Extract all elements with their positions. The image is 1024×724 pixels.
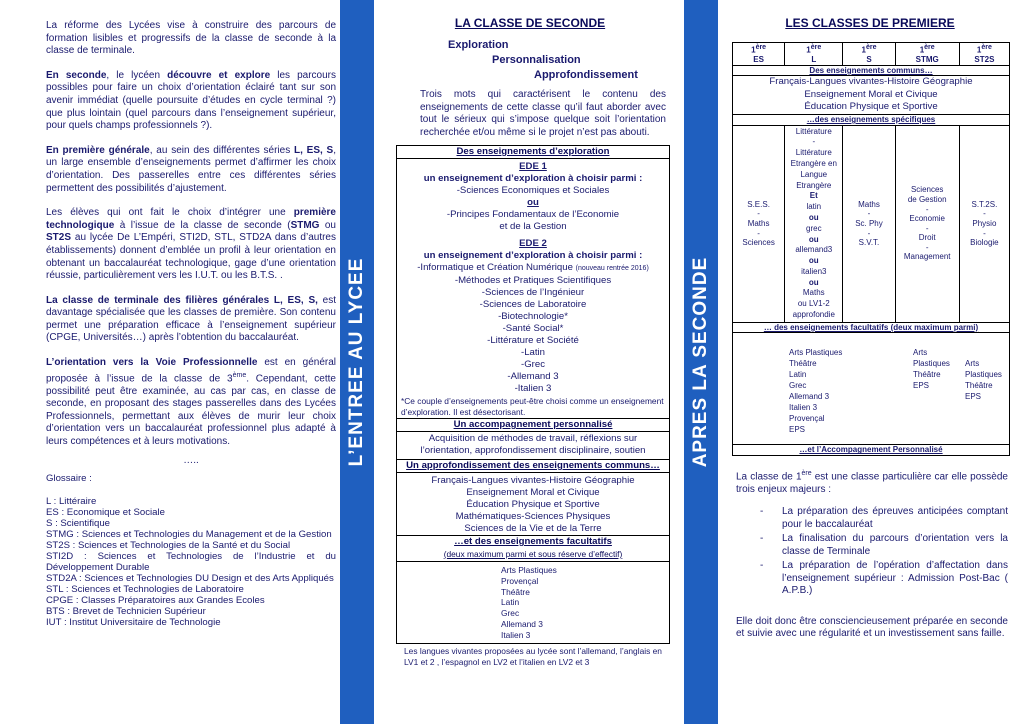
ede2-option: -Santé Social*: [502, 323, 564, 334]
text: les parcours possibles pour faire un choix d’orientation éclairé tant sur son avenir immédiat (quelle poursuite d’études en cycle terminal ?) que plus lointain (quel parcours dans l’enseignement supérieur, pour quels champs professionnels ?).: [46, 69, 336, 132]
spec-line: -: [757, 228, 760, 238]
subject: Éducation Physique et Sportive: [804, 101, 938, 113]
middle-panel: [396, 0, 674, 724]
spec-line: ou: [808, 212, 819, 222]
spec-line: -: [867, 228, 871, 238]
option: Arts Plastiques: [789, 347, 843, 357]
spec-line: -: [757, 209, 760, 219]
option: Théâtre: [913, 369, 941, 379]
enjeux-list: [736, 506, 1008, 598]
facultatifs-general: [733, 347, 913, 435]
left-panel: [46, 20, 336, 724]
text: La classe de 1: [736, 471, 802, 483]
accompagnement-header: …et l’Accompagnement Personnalisé: [733, 445, 1010, 456]
premiere-techno-paragraph: [46, 207, 336, 283]
subject: Sciences de la Vie et de la Terre: [464, 523, 602, 534]
option: Latin: [789, 369, 807, 379]
spec-line: Maths: [858, 199, 880, 209]
number: 1: [919, 45, 925, 55]
facultatifs-header: … des enseignements facultatifs (deux maximum parmi): [733, 322, 1010, 333]
intro-paragraph: La réforme des Lycées vise à construire des parcours de formation lisibles et progressifs de la classe de seconde à la classe de terminale.: [46, 20, 336, 57]
spec-line: ou: [808, 256, 819, 266]
keyword-personnalisation: Personnalisation: [492, 54, 581, 66]
facultatifs-title: …et des enseignements facultatifs: [454, 536, 612, 547]
banner-label: L’ENTREE AU LYCEE: [346, 257, 367, 467]
table-header-row: [733, 43, 1010, 66]
series: STMG: [915, 55, 939, 65]
bold-text: L’orientation vers la Voie Professionnelle: [46, 357, 258, 369]
ede2-option: -Italien 3: [514, 383, 552, 394]
glossary-item: IUT : Institut Universitaire de Technologie: [46, 617, 221, 629]
option: Provençal: [789, 413, 825, 423]
option: Plastiques: [965, 369, 1002, 379]
spec-line: grec: [806, 223, 822, 233]
premiere-title: LES CLASSES DE PREMIERE: [785, 16, 955, 30]
series: S: [866, 55, 872, 65]
seconde-intro: Trois mots qui caractérisent le contenu des enseignements de cette classe qu’il faut aborder avec tout le sérieux qui s’impose quelque soit l’orientation recherchée et/ou même si le projet n’est pas abouti.: [420, 89, 666, 138]
premiere-generale-paragraph: [46, 145, 336, 195]
series: L: [811, 55, 817, 65]
text: Les élèves qui ont fait le choix d’intégrer une: [46, 207, 294, 219]
spec-line: Etrangère en: [790, 158, 837, 168]
footnote: *Ce couple d’enseignements peut-être choisi comme un enseignement d’exploration. Il est désectorisant.: [401, 396, 664, 417]
accompagnement-text: Acquisition de méthodes de travail, réflexions sur l’orientation, approfondissement disciplinaire, soutien: [420, 433, 646, 456]
spec-line: ou LV1-2: [797, 299, 830, 309]
ede1-option: et de la Gestion: [499, 221, 567, 232]
option: Théâtre: [501, 586, 530, 597]
option: Allemand 3: [501, 618, 543, 629]
bold-text: découvre et explore: [167, 69, 271, 81]
seconde-title: LA CLASSE DE SECONDE: [454, 16, 606, 30]
option: EPS: [913, 380, 930, 390]
seconde-table: [396, 145, 670, 644]
spec-es: [733, 125, 785, 322]
option: Provençal: [501, 575, 539, 586]
subject: Mathématiques-Sciences Physiques: [455, 511, 611, 522]
glossary-item: S : Scientifique: [46, 518, 110, 530]
enjeu-item: - La préparation des épreuves anticipées comptant pour le baccalauréat: [736, 506, 1008, 531]
approfondissement-header: Un approfondissement des enseignements communs…: [397, 459, 669, 473]
ede2-option-label: -Informatique et Création Numérique: [417, 262, 573, 273]
subject: Éducation Physique et Sportive: [466, 499, 600, 510]
facultatifs-list: [397, 562, 669, 643]
option: EPS: [789, 424, 806, 434]
spec-line: Economie: [909, 214, 945, 224]
entree-lycee-banner: [340, 0, 374, 724]
ede2-option: -Méthodes et Pratiques Scientifiques: [454, 275, 612, 286]
glossary-item: ES : Economique et Sociale: [46, 507, 165, 519]
spec-line: Droit: [918, 233, 936, 243]
glossary-item: ST2S : Sciences et Technologies de la Santé et du Social: [46, 540, 291, 552]
spec-line: Maths: [747, 218, 770, 228]
ede2-option: -Allemand 3: [507, 371, 559, 382]
ede1-block: [397, 159, 669, 233]
keyword-approfondissement: Approfondissement: [534, 69, 638, 81]
text: . Cependant, cette possibilité peut être examinée, au cas par cas, en classe de seconde, en proposant des stages passerelles dans des Lycées Professionnels, permettant aux élèves de murir leur choix d’orientation vers un baccalauréat professionnel plus adapté à leurs compétences et à leurs motivations.: [46, 372, 336, 447]
spec-stmg: [895, 125, 959, 322]
superscript: ère: [801, 470, 812, 478]
glossary-item: L : Littéraire: [46, 496, 97, 508]
option: Arts: [965, 358, 980, 368]
premiere-table: [732, 42, 1010, 456]
column-header: [959, 43, 1009, 66]
common-subjects: [397, 473, 669, 535]
spec-line: italien3: [801, 266, 827, 276]
ede2-block: [397, 233, 669, 395]
series: ST2S: [974, 55, 995, 65]
text: , le lycéen: [106, 69, 168, 81]
voie-pro-paragraph: [46, 357, 336, 448]
terminale-paragraph: [46, 295, 336, 345]
spec-line: S.E.S.: [747, 199, 770, 209]
spec-line: Sciences: [742, 238, 775, 248]
number: 1: [806, 45, 811, 55]
facultatifs-row: [733, 333, 1010, 445]
spec-line: Management: [903, 252, 951, 262]
text: est une classe particulière car elle possède trois enjeux majeurs :: [736, 471, 1008, 495]
glossary-item: STL : Sciences et Technologies de Laboratoire: [46, 584, 244, 596]
spec-line: -: [867, 209, 871, 219]
ede1-option: -Principes Fondamentaux de l’Economie: [446, 209, 620, 220]
superscript: ère: [810, 44, 822, 51]
bold-text: L, ES, S: [293, 144, 334, 156]
column-header: [785, 43, 843, 66]
common-subjects: [733, 76, 1010, 115]
spec-st2s: [959, 125, 1009, 322]
spec-line: de Gestion: [907, 194, 947, 204]
spec-line: latin: [806, 202, 822, 212]
spec-line: Biologie: [970, 238, 999, 248]
bold-text: En première générale: [46, 144, 150, 156]
seconde-paragraph: [46, 70, 336, 133]
spec-line: Maths: [802, 288, 825, 298]
ede2-option: -Grec: [521, 359, 545, 370]
superscript: ème: [232, 371, 247, 379]
text: ou: [319, 219, 336, 231]
glossary: [46, 473, 336, 628]
spec-line: -: [983, 228, 986, 238]
text: , un large ensemble d’enseignements permet d’affirmer les choix d’orientation. Des passerelles entre ces différentes séries permettent des possibilités d’ajustement.: [46, 144, 337, 194]
spec-line: Physio: [972, 218, 997, 228]
column-header: [895, 43, 959, 66]
apres-seconde-banner: [684, 0, 718, 724]
separator-dots: …..: [183, 454, 199, 466]
banner-label: APRES LA SECONDE: [690, 256, 711, 468]
enjeux-intro: [736, 468, 1008, 496]
spec-line: -: [925, 223, 929, 233]
option: Allemand 3: [789, 391, 830, 401]
option: Arts Plastiques: [501, 565, 557, 575]
bold-text: La classe de terminale des filières générales L, ES, S,: [46, 294, 318, 306]
ede2-option: -Sciences de l’Ingénieur: [481, 287, 585, 298]
ede2-option-note: (nouveau rentrée 2016): [575, 265, 649, 272]
specific-row: [733, 125, 1010, 322]
option: Théâtre: [789, 358, 817, 368]
option: Arts: [913, 347, 928, 357]
text: au lycée De L’Empéri, STI2D, STL, STD2A dans d’autres établissements) donnent d’emblée un profil à leur orientation en obtenant un baccalauréat technologique, gage d’une orientation réussie, particulièrement vers les I.U.T. ou les B.T.S. .: [46, 232, 336, 282]
spec-line: S.T.2S.: [971, 199, 998, 209]
ede1-subtitle: un enseignement d’exploration à choisir parmi :: [423, 173, 643, 184]
option: Grec: [501, 608, 520, 619]
or-label: ou: [527, 197, 539, 208]
spec-line: ou: [808, 277, 819, 287]
glossary-item: CPGE : Classes Préparatoires aux Grandes Ecoles: [46, 595, 265, 607]
option: Théâtre: [965, 380, 993, 390]
ede2-option: -Littérature et Société: [487, 335, 579, 346]
superscript: ère: [924, 44, 935, 51]
superscript: ère: [865, 44, 877, 51]
facultatifs-st2s: [965, 347, 1009, 435]
glossary-item: STI2D : Sciences et Technologies de l’Industrie et du Développement Durable: [46, 551, 336, 574]
spec-l: [785, 125, 843, 322]
bold-text: En seconde: [46, 69, 107, 81]
subject: Français-Langues vivantes-Histoire Géographie: [431, 475, 635, 486]
spec-line: ou: [808, 234, 819, 244]
number: 1: [976, 45, 982, 55]
premiere-description: [732, 468, 1008, 641]
specific-header: …des enseignements spécifiques: [733, 114, 1010, 125]
spec-line: allemand3: [795, 245, 833, 255]
ede2-option: -Biotechnologie*: [498, 311, 568, 322]
spec-line: Et: [809, 191, 818, 201]
spec-line: -: [925, 204, 929, 214]
glossary-item: BTS : Brevet de Technicien Supérieur: [46, 606, 206, 618]
languages-note: Les langues vivantes proposées au lycée sont l’allemand, l’anglais en LV1 et 2 , l’espagnol en LV2 et l’italien en LV2 et 3: [404, 645, 662, 668]
spec-line: S.V.T.: [858, 238, 880, 248]
bold-text: ST2S: [46, 232, 72, 244]
exploration-header: Des enseignements d’exploration: [397, 146, 669, 159]
option: Grec: [789, 380, 807, 390]
spec-line: Sc. Phy: [855, 218, 883, 228]
option: Plastiques: [913, 358, 950, 368]
bold-text: STMG: [290, 219, 320, 231]
glossary-item: STMG : Sciences et Technologies du Management et de la Gestion: [46, 529, 332, 541]
ede2-option: -Latin: [521, 347, 545, 358]
spec-line: Littérature: [795, 126, 832, 136]
spec-line: approfondie: [792, 310, 835, 320]
ede2-title: EDE 2: [519, 238, 547, 249]
spec-line: -: [983, 209, 986, 219]
subject: Français-Langues vivantes-Histoire Géographie: [769, 76, 973, 88]
text: , au sein des différentes séries: [149, 144, 294, 156]
spec-line: Etrangère: [796, 180, 832, 190]
option: Italien 3: [501, 629, 531, 640]
spec-line: -: [812, 137, 816, 147]
spec-s: [843, 125, 895, 322]
subject: Enseignement Moral et Civique: [466, 487, 600, 498]
column-header: [733, 43, 785, 66]
bold-text: première technologique: [46, 207, 336, 231]
right-panel: [732, 0, 1008, 724]
spec-line: Langue: [800, 169, 828, 179]
ede1-option: -Sciences Economiques et Sociales: [456, 185, 610, 196]
facultatifs-stmg: [913, 347, 965, 435]
glossary-item: STD2A : Sciences et Technologies DU Design et des Arts Appliqués: [46, 573, 334, 585]
series: ES: [753, 55, 764, 65]
common-header: Des enseignements communs…: [733, 65, 1010, 76]
keyword-exploration: Exploration: [448, 39, 509, 51]
number: 1: [861, 45, 866, 55]
ede2-subtitle: un enseignement d’exploration à choisir parmi :: [423, 250, 643, 261]
option: EPS: [965, 391, 982, 401]
text: à l’issue de la classe de seconde (: [114, 219, 291, 231]
superscript: ère: [755, 44, 767, 51]
text: est en général proposée à l’issue de la classe de 3: [46, 357, 336, 384]
enjeu-item: - La préparation de l’opération d’affectation dans l’enseignement supérieur : Admission Post-Bac ( A.P.B.): [736, 560, 1008, 598]
spec-line: Sciences: [910, 185, 944, 195]
facultatifs-header: [397, 535, 669, 562]
glossary-title: Glossaire :: [46, 473, 92, 485]
accompagnement-header: Un accompagnement personnalisé: [397, 418, 669, 432]
enjeu-item: - La finalisation du parcours d’orientation vers la classe de Terminale: [736, 533, 1008, 558]
ede2-option: -Sciences de Laboratoire: [479, 299, 587, 310]
superscript: ère: [981, 44, 992, 51]
text: est davantage spécialisée que les classes de première. Son contenu permet une préparation efficace à l’enseignement supérieur (CPGE, Universités…) après l’obtention du baccalauréat.: [46, 294, 336, 344]
conclusion: Elle doit donc être consciencieusement préparée en seconde et suivie avec une régularité et un investissement sans faille.: [736, 615, 1008, 640]
option: Latin: [501, 597, 520, 608]
facultatifs-note: (deux maximum parmi et sous réserve d’effectif): [443, 549, 623, 559]
option: Italien 3: [789, 402, 818, 412]
ede2-option: [397, 262, 669, 275]
subject: Enseignement Moral et Civique: [804, 88, 938, 100]
column-header: [843, 43, 895, 66]
ede1-title: EDE 1: [519, 161, 547, 172]
spec-line: -: [925, 242, 929, 252]
spec-line: Littérature: [795, 148, 832, 158]
number: 1: [751, 45, 756, 55]
